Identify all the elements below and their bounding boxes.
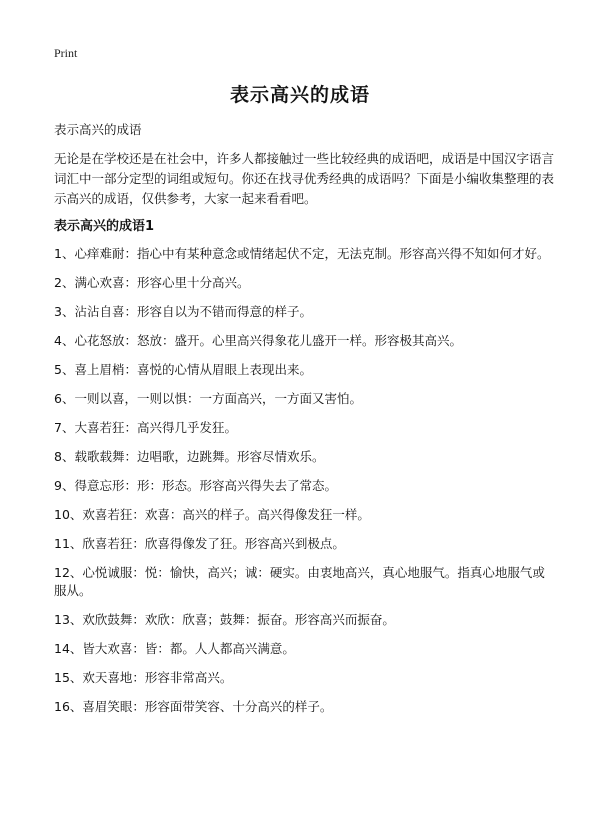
list-item: 6、一则以喜，一则以惧：一方面高兴，一方面又害怕。: [54, 391, 362, 406]
list-item: 1、心痒难耐：指心中有某种意念或情绪起伏不定，无法克制。形容高兴得不知如何才好。: [54, 246, 550, 261]
intro-paragraph: 无论是在学校还是在社会中，许多人都接触过一些比较经典的成语吧，成语是中国汉字语言词汇中一部分定型的词组或短句。你还在找寻优秀经典的成语吗？下面是小编收集整理的表示高兴的成语，仅供参考，大家一起来看看吧。: [54, 151, 555, 206]
list-item: 8、载歌载舞：边唱歌，边跳舞。形容尽情欢乐。: [54, 449, 325, 464]
section-heading: 表示高兴的成语1: [54, 219, 155, 234]
list-item: 7、大喜若狂：高兴得几乎发狂。: [54, 420, 237, 435]
idiom-list: [54, 245, 554, 727]
list-item: 11、欣喜若狂：欣喜得像发了狂。形容高兴到极点。: [54, 536, 345, 551]
list-item: 12、心悦诚服：悦：愉快，高兴；诚：硬实。由衷地高兴，真心地服气。指真心地服气或服从。: [54, 565, 545, 598]
list-item: 3、沾沾自喜：形容自以为不错而得意的样子。: [54, 304, 312, 319]
list-item: 15、欢天喜地：形容非常高兴。: [54, 670, 233, 685]
list-item: 10、欢喜若狂：欢喜：高兴的样子。高兴得像发狂一样。: [54, 507, 370, 522]
list-item: 14、皆大欢喜：皆：都。人人都高兴满意。: [54, 641, 295, 656]
page-title: 表示高兴的成语: [229, 84, 370, 106]
print-link[interactable]: Print: [54, 46, 78, 60]
article-subtitle: 表示高兴的成语: [54, 122, 142, 137]
list-item: 2、满心欢喜：形容心里十分高兴。: [54, 275, 250, 290]
list-item: 9、得意忘形：形：形态。形容高兴得失去了常态。: [54, 478, 337, 493]
list-item: 5、喜上眉梢：喜悦的心情从眉眼上表现出来。: [54, 362, 312, 377]
list-item: 4、心花怒放：怒放：盛开。心里高兴得象花儿盛开一样。形容极其高兴。: [54, 333, 462, 348]
list-item: 13、欢欣鼓舞：欢欣：欣喜；鼓舞：振奋。形容高兴而振奋。: [54, 612, 395, 627]
list-item: 16、喜眉笑眼：形容面带笑容、十分高兴的样子。: [54, 699, 333, 714]
